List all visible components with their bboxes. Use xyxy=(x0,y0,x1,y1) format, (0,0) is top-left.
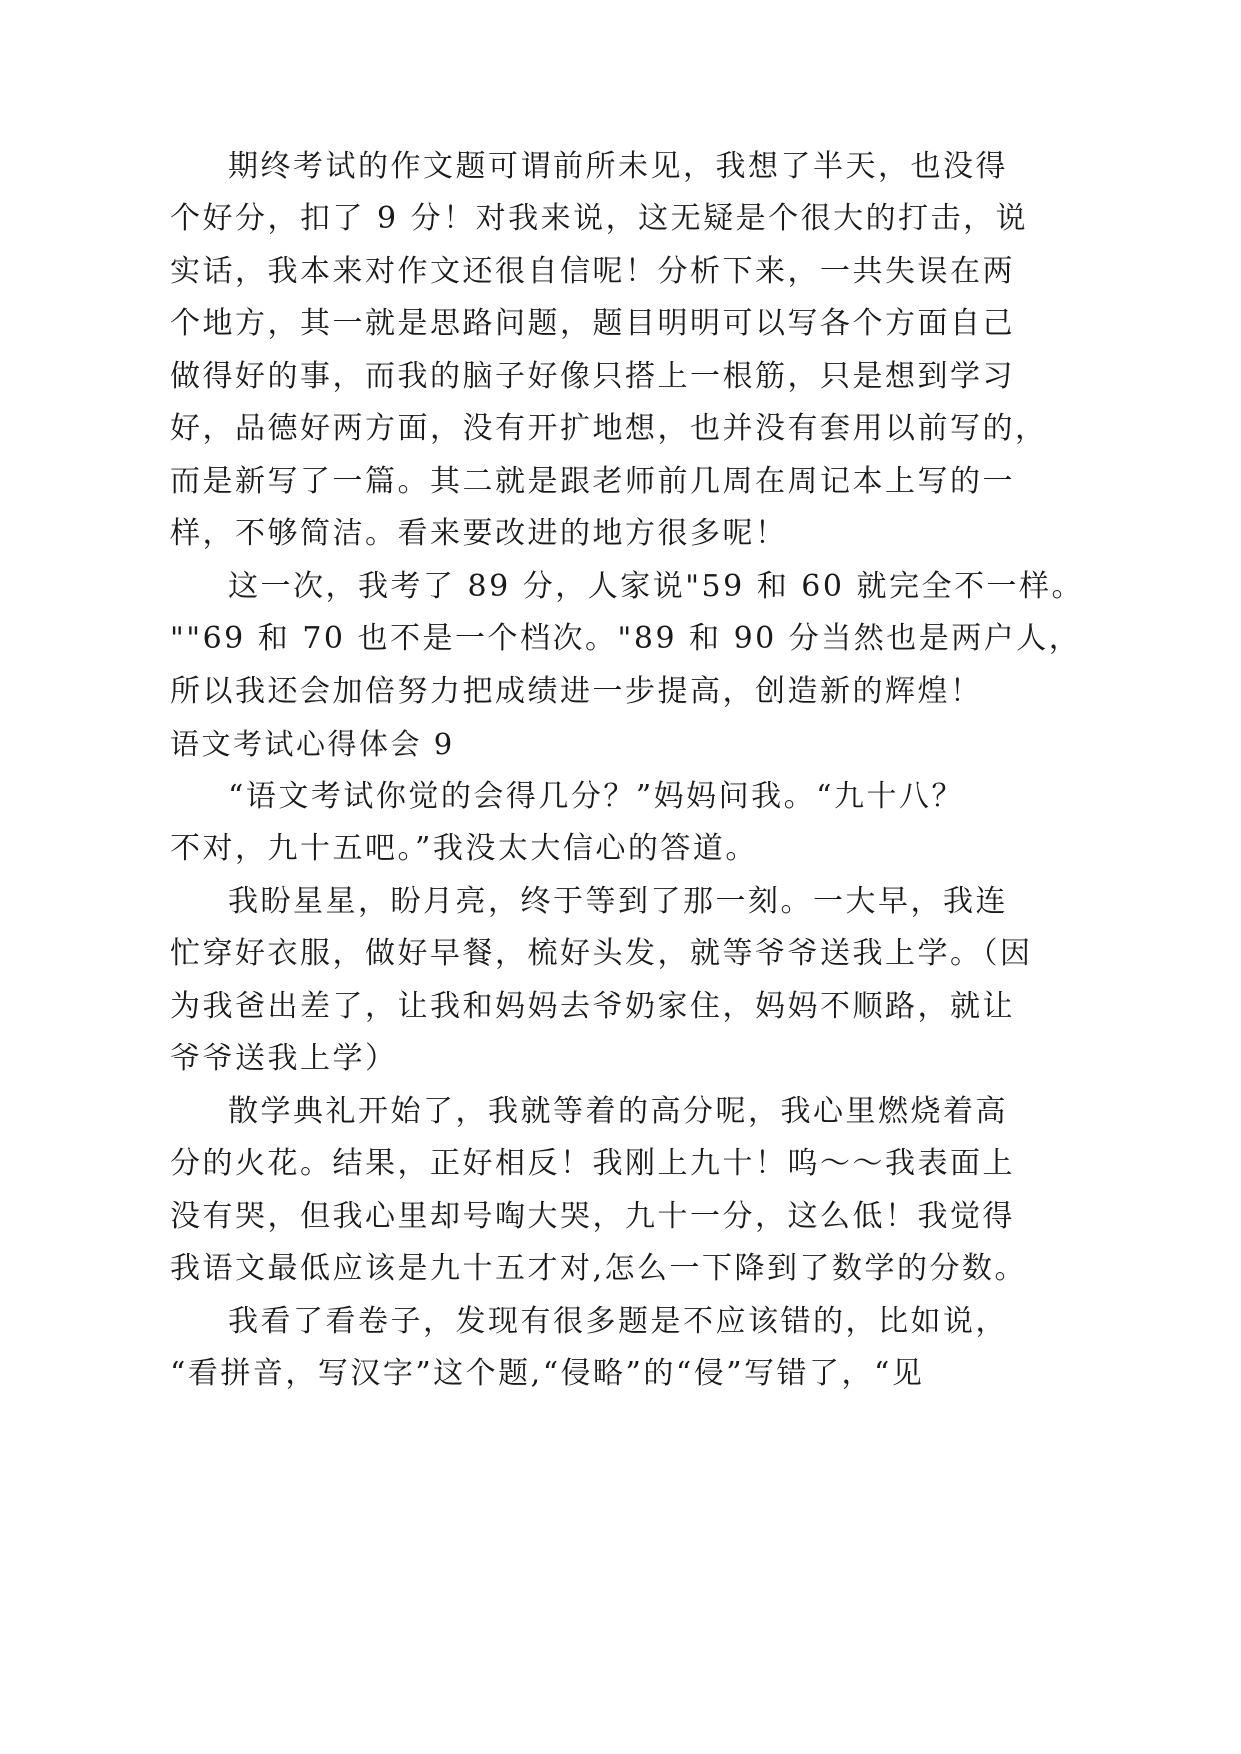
paragraph-5-line-4: 我语文最低应该是九十五才对,怎么一下降到了数学的分数。 xyxy=(170,1251,1028,1286)
paragraph-1-line-4: 个地方，其一就是思路问题，题目明明可以写各个方面自己 xyxy=(170,306,1015,341)
paragraph-5-line-3: 没有哭，但我心里却号啕大哭，九十一分，这么低！我觉得 xyxy=(170,1199,1015,1234)
paragraph-6-line-1: 我看了看卷子，发现有很多题是不应该错的，比如说， xyxy=(228,1304,1008,1339)
paragraph-1-line-2: 个好分，扣了 9 分！对我来说，这无疑是个很大的打击，说 xyxy=(170,201,1029,236)
paragraph-6-line-2: “看拼音，写汉字”这个题,“侵略”的“侵”写错了，“见 xyxy=(170,1356,925,1391)
paragraph-5-line-2: 分的火花。结果，正好相反！我刚上九十！呜～～我表面上 xyxy=(170,1146,1015,1181)
paragraph-1-line-5: 做得好的事，而我的脑子好像只搭上一根筋，只是想到学习 xyxy=(170,359,1015,394)
paragraph-1-line-8: 样，不够简洁。看来要改进的地方很多呢！ xyxy=(170,516,788,551)
paragraph-1-line-7: 而是新写了一篇。其二就是跟老师前几周在周记本上写的一 xyxy=(170,464,1015,499)
paragraph-1-line-1: 期终考试的作文题可谓前所未见，我想了半天，也没得 xyxy=(228,149,1008,184)
paragraph-4-line-2: 忙穿好衣服，做好早餐，梳好头发，就等爷爷送我上学。（因 xyxy=(170,936,1033,971)
paragraph-1-line-6: 好，品德好两方面，没有开扩地想，也并没有套用以前写的， xyxy=(170,411,1048,446)
paragraph-4-line-1: 我盼星星，盼月亮，终于等到了那一刻。一大早，我连 xyxy=(228,884,1008,919)
paragraph-5-line-1: 散学典礼开始了，我就等着的高分呢，我心里燃烧着高 xyxy=(228,1094,1008,1129)
section-heading: 语文考试心得体会 9 xyxy=(170,727,455,761)
paragraph-2-line-2: ""69 和 70 也不是一个档次。"89 和 90 分当然也是两户人， xyxy=(170,621,1082,656)
paragraph-4-line-3: 为我爸出差了，让我和妈妈去爷奶家住，妈妈不顺路，就让 xyxy=(170,989,1015,1024)
paragraph-4-line-4: 爷爷送我上学） xyxy=(170,1041,398,1076)
paragraph-3-line-2: 不对，九十五吧。”我没太大信心的答道。 xyxy=(170,831,758,866)
paragraph-2-line-3: 所以我还会加倍努力把成绩进一步提高，创造新的辉煌！ xyxy=(170,674,983,709)
paragraph-1-line-3: 实话，我本来对作文还很自信呢！分析下来，一共失误在两 xyxy=(170,254,1015,289)
paragraph-3-line-1: “语文考试你觉的会得几分？”妈妈问我。“九十八？ xyxy=(228,779,965,814)
paragraph-2-line-1: 这一次，我考了 89 分，人家说"59 和 60 就完全不一样。 xyxy=(228,569,1085,604)
